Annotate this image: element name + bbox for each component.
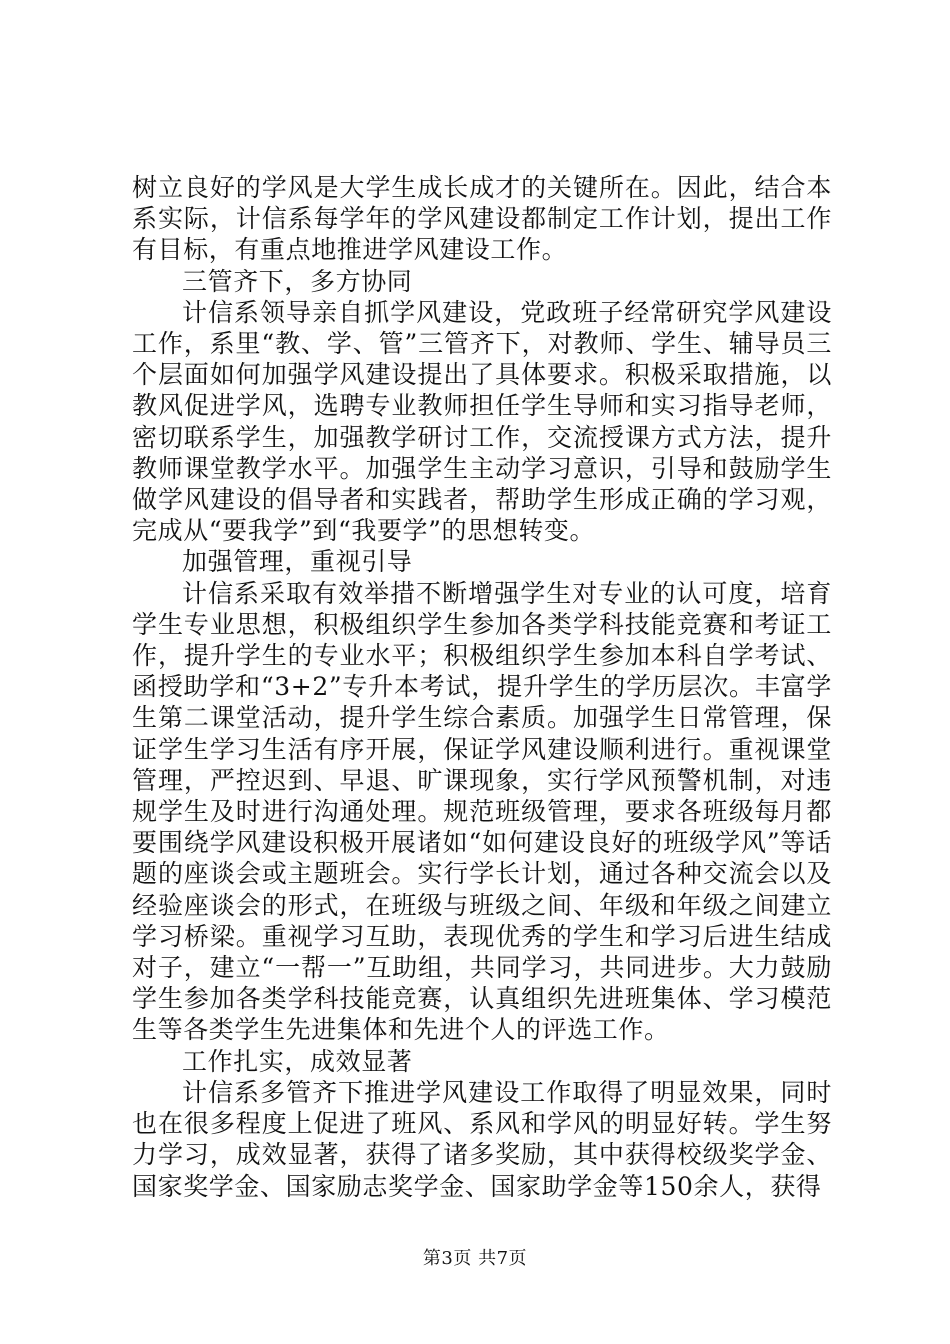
page-number-footer: 第3页 共7页	[422, 1248, 528, 1269]
paragraph-coordination: 计信系领导亲自抓学风建设，党政班子经常研究学风建设工作，系里“教、学、管”三管齐下，对教师、学生、辅导员三个层面如何加强学风建设提出了具体要求。积极采取措施，以教风促进学风，选聘专业教师担任学生导师和实习指导老师，密切联系学生，加强教学研讨工作，交流授课方式方法，提升教师课堂教学水平。加强学生主动学习意识，引导和鼓励学生做学风建设的倡导者和实践者，帮助学生形成正确的学习观，完成从“要我学”到“我要学”的思想转变。	[132, 297, 832, 546]
section-heading-management: 加强管理，重视引导	[182, 547, 413, 577]
paragraph-results: 计信系多管齐下推进学风建设工作取得了明显效果，同时也在很多程度上促进了班风、系风和学风的明显好转。学生努力学习，成效显著，获得了诸多奖励，其中获得校级奖学金、国家奖学金、国家励志奖学金、国家助学金等150余人，获得	[132, 1077, 832, 1201]
section-heading-results: 工作扎实，成效显著	[182, 1046, 413, 1076]
paragraph-management: 计信系采取有效举措不断增强学生对专业的认可度，培育学生专业思想，积极组织学生参加各类学科技能竞赛和考证工作，提升学生的专业水平；积极组织学生参加本科自学考试、函授助学和“3+2”专升本考试，提升学生的学历层次。丰富学生第二课堂活动，提升学生综合素质。加强学生日常管理，保证学生学习生活有序开展，保证学风建设顺利进行。重视课堂管理，严控迟到、早退、旷课现象，实行学风预警机制，对违规学生及时进行沟通处理。规范班级管理，要求各班级每月都要围绕学风建设积极开展诸如“如何建设良好的班级学风”等话题的座谈会或主题班会。实行学长计划，通过各种交流会以及经验座谈会的形式，在班级与班级之间、年级和年级之间建立学习桥梁。重视学习互助，表现优秀的学生和学习后进生结成对子，建立“一帮一”互助组，共同学习，共同进步。大力鼓励学生参加各类学科技能竞赛，认真组织先进班集体、学习模范生等各类学生先进集体和先进个人的评选工作。	[132, 578, 832, 1045]
document-body	[132, 172, 832, 1202]
paragraph-intro-continued: 树立良好的学风是大学生成长成才的关键所在。因此，结合本系实际，计信系每学年的学风建设都制定工作计划，提出工作有目标，有重点地推进学风建设工作。	[132, 173, 832, 265]
section-heading-coordination: 三管齐下，多方协同	[182, 266, 413, 296]
